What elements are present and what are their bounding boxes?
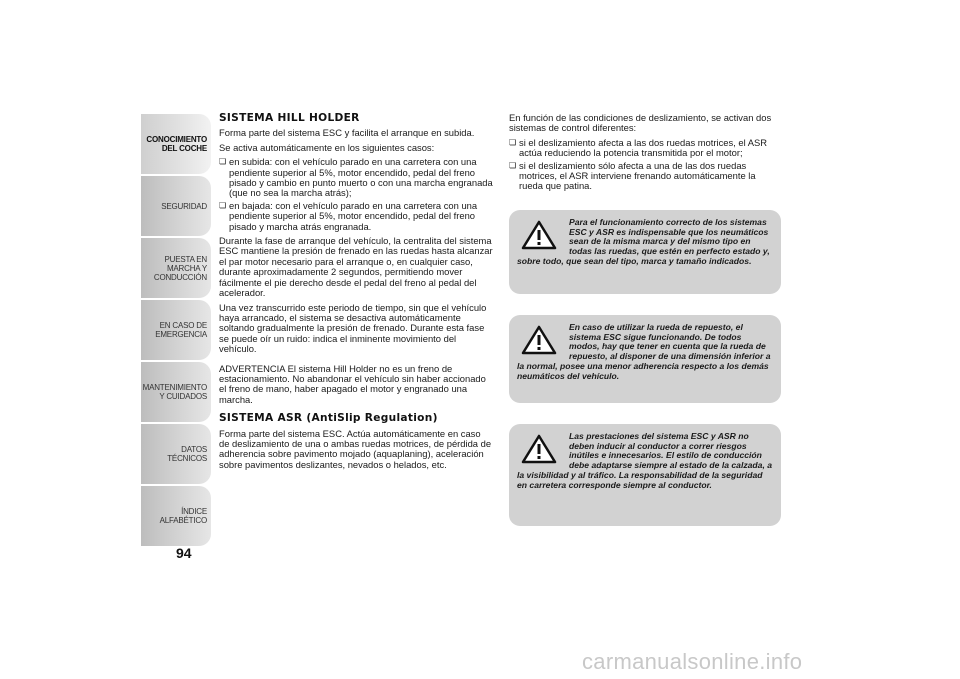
right-column xyxy=(509,113,781,526)
warning-triangle-icon xyxy=(521,220,557,250)
tab-label: SEGURIDAD xyxy=(161,201,207,211)
warning-box xyxy=(509,424,781,526)
tab-seguridad[interactable] xyxy=(141,176,211,236)
list-item: ❏ en subida: con el vehículo parado en una carretera con una pendiente superior al 5%, motor encendido, pedal del freno pisado y cambio en punto muerto o con una marcha engranada (que no sea la marcha atrás); xyxy=(219,157,493,199)
warning-box xyxy=(509,315,781,403)
section-heading-asr: SISTEMA ASR (AntiSlip Regulation) xyxy=(219,412,438,425)
condition-list xyxy=(219,157,493,232)
tab-mantenimiento[interactable] xyxy=(141,362,211,422)
list-item: ❏ si el deslizamiento sólo afecta a una de las dos ruedas motrices, el ASR interviene frenando automáticamente la rueda que patina. xyxy=(509,161,781,192)
paragraph: Se activa automáticamente en los siguientes casos: xyxy=(219,141,435,153)
list-item: ❏ si el deslizamiento afecta a las dos ruedas motrices, el ASR actúa reduciendo la potencia transmitida por el motor; xyxy=(509,138,781,159)
tab-label: DATOS TÉCNICOS xyxy=(167,445,207,463)
paragraph: En función de las condiciones de deslizamiento, se activan dos sistemas de control diferentes: xyxy=(509,112,772,134)
tab-conocimiento-del-coche[interactable] xyxy=(141,114,211,174)
slip-list xyxy=(509,138,781,192)
tab-label: CONOCIMIENTO DEL COCHE xyxy=(146,135,207,153)
list-item: ❏ en bajada: con el vehículo parado en una carretera con una pendiente superior al 5%, motor encendido, pedal del freno pisado y marcha atrás engranada. xyxy=(219,201,493,232)
warning-box xyxy=(509,210,781,294)
warning-text: Para el funcionamiento correcto de los sistemas ESC y ASR es indispensable que los neumáticos sean de la misma marca y del mismo tipo en todas las ruedas, que estén en perfecto estado y, sobre todo, que sean del tipo, marca y tamaño indicados. xyxy=(517,216,770,267)
tab-label: MANTENIMIENTO Y CUIDADOS xyxy=(142,383,207,401)
paragraph: Una vez transcurrido este periodo de tiempo, sin que el vehículo haya arrancado, el sistema se desactiva automáticamente soltando gradualmente la presión de frenado. Durante esta fase se puede oír un ruido: indica el inminente movimiento del vehículo. xyxy=(219,301,487,355)
warning-note: ADVERTENCIA El sistema Hill Holder no es un freno de estacionamiento. No abandonar el vehículo sin haber accionado el freno de mano, haber apagado el motor y engranado una marcha. xyxy=(219,362,486,405)
tab-label: EN CASO DE EMERGENCIA xyxy=(155,321,207,339)
paragraph: Forma parte del sistema ESC. Actúa automáticamente en caso de deslizamiento de una o ambas ruedas motrices, de pérdida de adherencia sobre pavimento mojado (aquaplaning), aceleración sobre pavimentos deslizantes, nevados o helados, etc. xyxy=(219,427,492,470)
warning-text: En caso de utilizar la rueda de repuesto, el sistema ESC sigue funcionando. De todos modos, hay que tener en cuenta que la rueda de repuesto, al disponer de una dimensión inferior a la normal, posee una menor adherencia respecto a los demás neumáticos del vehículo. xyxy=(517,321,771,381)
paragraph: Forma parte del sistema ESC y facilita el arranque en subida. xyxy=(219,127,475,139)
warning-triangle-icon xyxy=(521,434,557,464)
warning-triangle-icon xyxy=(521,325,557,355)
watermark: carmanualsonline.info xyxy=(582,649,803,674)
paragraph: Durante la fase de arranque del vehículo, la centralita del sistema ESC mantiene la presión de frenado en las ruedas hasta alcanzar el par motor necesario para el arranque o, en cualquier caso, durante aproximadamente 2 segundos, permitiendo mover fácilmente el pie derecho desde el pedal del freno al pedal del acelerador. xyxy=(219,235,493,299)
warning-text: Las prestaciones del sistema ESC y ASR no deben inducir al conductor a correr riesgos inútiles e innecesarios. El estilo de conducción debe adaptarse siempre al estado de la calzada, a la visibilidad y al tráfico. La responsabilidad de la seguridad en carretera corresponde siempre al conductor. xyxy=(517,430,773,490)
tab-datos-tecnicos[interactable] xyxy=(141,424,211,484)
tab-en-caso-de-emergencia[interactable] xyxy=(141,300,211,360)
chapter-tabs xyxy=(141,114,211,548)
tab-label: PUESTA EN MARCHA Y CONDUCCIÓN xyxy=(153,254,207,282)
section-heading-hill-holder: SISTEMA HILL HOLDER xyxy=(219,112,360,124)
page-number: 94 xyxy=(176,545,192,561)
tab-puesta-en-marcha[interactable] xyxy=(141,238,211,298)
left-column xyxy=(219,113,493,474)
tab-label: ÍNDICE ALFABÉTICO xyxy=(159,507,207,525)
tab-indice-alfabetico[interactable] xyxy=(141,486,211,546)
